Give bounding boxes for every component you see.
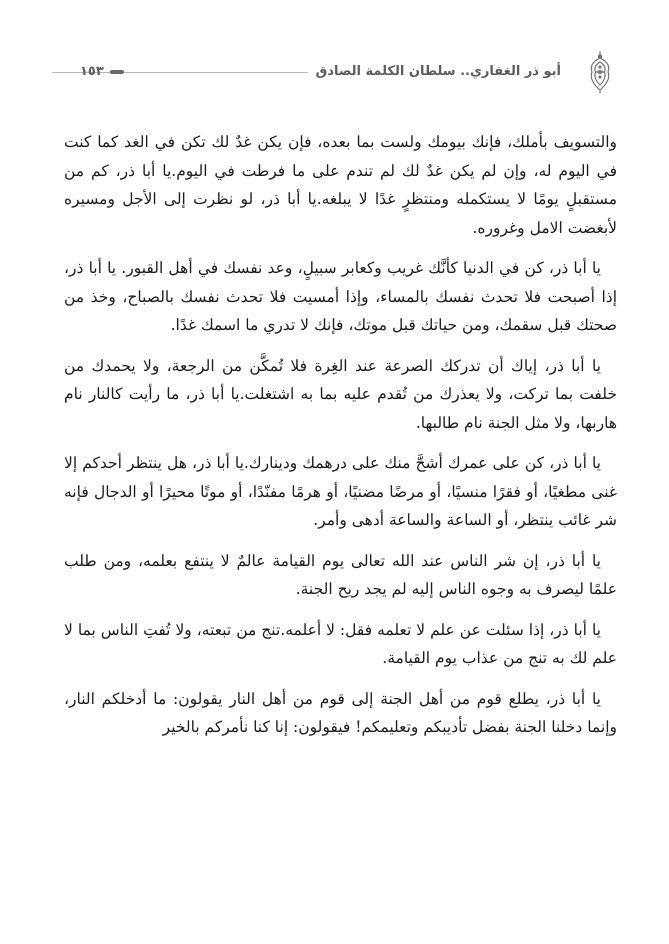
running-title: أبو ذر الغفاري.. سلطان الكلمة الصادق	[308, 62, 569, 82]
paragraph: يا أبا ذر، كن في الدنيا كأنَّك غريب وكعابر سبيلٍ، وعد نفسك في أهل القبور. يا أبا ذر، إذا أصبحت فلا تحدث نفسك بالمساء، وإذا أمسيت فلا تحدث نفسك بالصباح، وخذ من صحتك قبل سقمك، ومن حياتك قبل موتك، فإنك لا تدري ما اسمك غدًا.	[64, 259, 617, 334]
paragraph: يا أبا ذر، يطلع قوم من أهل الجنة إلى قوم من أهل النار يقولون: ما أدخلكم النار، وإنما دخلنا الجنة بفضل تأديبكم وتعليمكم! فيقولون: إنا كنا نأمركم بالخير	[64, 689, 617, 736]
page-number: ١٥٣	[80, 64, 104, 79]
paragraph: يا أبا ذر، إذا سئلت عن علم لا تعلمه فقل: لا أعلمه.تنج من تبعته، ولا تُفتِ الناس بما لا علم لك به تنج من عذاب يوم القيامة.	[64, 620, 617, 667]
paragraph: والتسويف بأملك، فإنك بيومك ولست بما بعده، فإن يكن غدٌ لك تكن في الغد كما كنت في اليوم له، وإن لم يكن غدٌ لك لم تندم على ما فرطت في اليوم.يا أبا ذر، كم من مستقبلٍ يومًا لا يستكمله ومنتظرٍ غدًا لا يبلغه.يا أبا ذر، لو نظرت إلى الأجل ومسيره لأبغضت الامل وغروره.	[64, 133, 617, 237]
running-header	[52, 50, 617, 94]
paragraph: يا أبا ذر، إن شر الناس عند الله تعالى يوم القيامة عالمٌ لا ينتفع بعلمه، ومن طلب علمًا ليصرف به وجوه الناس إليه لم يجد ريح الجنة.	[64, 551, 617, 598]
paragraph: يا أبا ذر، كن على عمرك أشحَّ منك على درهمك ودينارك.يا أبا ذر، هل ينتظر أحدكم إلا غنى مطغيًا، أو فقرًا منسيًا، أو مرضًا مضنيًا، أو هرمًا مفنّدًا، أو موتًا محيرًا أو الدجال فإنه شر غائب ينتظر، أو الساعة والساعة أدهى وأمر.	[64, 454, 617, 529]
page-number-dash	[110, 70, 124, 74]
paragraph: يا أبا ذر، إياك أن تدركك الصرعة عند الغِرة فلا تُمكَّن من الرجعة، ولا يحمدك من خلفت بما تركت، ولا يعذرك من تُقدم عليه بما به اشتغلت.يا أبا ذر، ما رأيت كالنار نام هاربها، ولا مثل الجنة نام طالبها.	[64, 356, 617, 432]
lantern-ornament-icon	[583, 50, 617, 94]
body-text	[64, 128, 617, 754]
